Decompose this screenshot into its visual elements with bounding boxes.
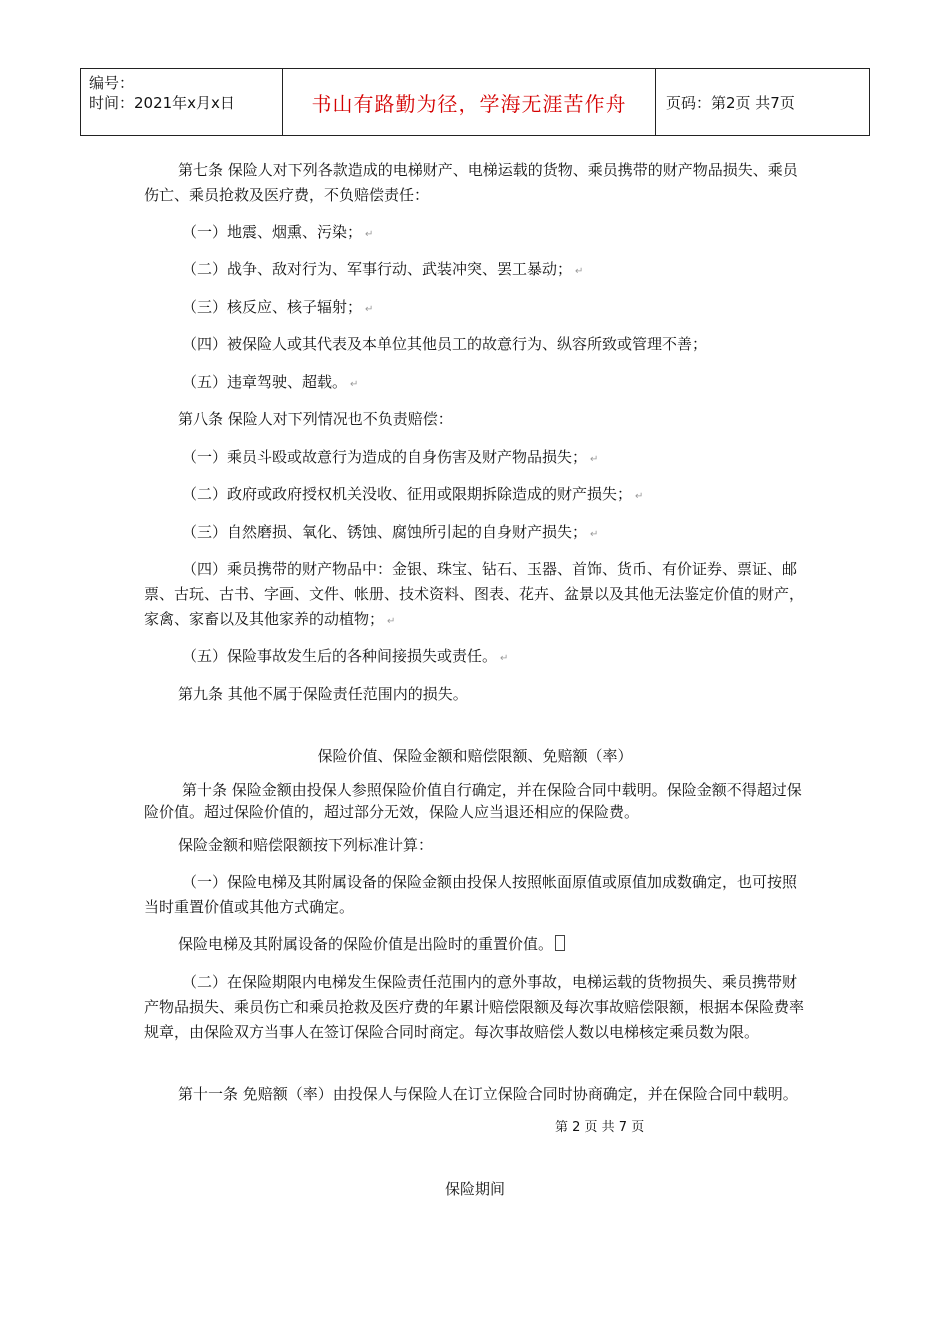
time-label: 时间：2021年x月x日 xyxy=(89,94,235,112)
article-8-item-1: （一）乘员斗殴或故意行为造成的自身伤害及财产物品损失； ↵ xyxy=(182,448,599,466)
period-title: 保险期间 xyxy=(444,1180,505,1198)
article-8-item-3: （三）自然磨损、氧化、锈蚀、腐蚀所引起的自身财产损失； ↵ xyxy=(182,523,599,541)
article-10-item-1: （一）保险电梯及其附属设备的保险金额由投保人按照帐面原值或原值加成数确定，也可按照当时重置价值或其他方式确定。 xyxy=(144,873,798,916)
article-9: 第九条 其他不属于保险责任范围内的损失。 xyxy=(178,685,468,703)
article-8: 第八条 保险人对下列情况也不负责赔偿： xyxy=(178,410,453,428)
article-7-item-4: （四）被保险人或其代表及本单位其他员工的故意行为、纵容所致或管理不善； xyxy=(182,335,708,353)
article-11: 第十一条 免赔额（率）由投保人与保险人在订立保险合同时协商确定，并在保险合同中载明。 xyxy=(178,1085,798,1103)
header-table xyxy=(80,68,870,136)
placeholder-box-icon xyxy=(555,935,565,951)
article-7: 第七条 保险人对下列各款造成的电梯财产、电梯运载的货物、乘员携带的财产物品损失、乘员伤亡、乘员抢救及医疗费，不负赔偿责任： xyxy=(144,161,798,204)
article-7-item-1: （一）地震、烟熏、污染； ↵ xyxy=(182,223,374,241)
page-label: 页码：第2页 共7页 xyxy=(666,93,795,112)
serial-label: 编号： xyxy=(89,74,135,92)
article-8-item-4: （四）乘员携带的财产物品中：金银、珠宝、钻石、玉器、首饰、货币、有价证券、票证、邮票、古玩、古书、字画、文件、帐册、技术资料、图表、花卉、盆景以及其他无法鉴定价值的财产，家禽、家畜以及其他家养的动植物； ↵ xyxy=(144,560,805,628)
motto: 书山有路勤为径，学海无涯苦作舟 xyxy=(283,69,656,135)
header-left-cell xyxy=(81,69,283,135)
page-footer: 第 2 页 共 7 页 xyxy=(555,1120,645,1135)
article-10: 第十条 保险金额由投保人参照保险价值自行确定，并在保险合同中载明。保险金额不得超过保险价值。超过保险价值的，超过部分无效，保险人应当退还相应的保险费。 xyxy=(144,781,802,821)
article-7-item-5: （五）违章驾驶、超载。 ↵ xyxy=(182,373,359,391)
article-10-item-2: （二）在保险期限内电梯发生保险责任范围内的意外事故，电梯运载的货物损失、乘员携带财产物品损失、乘员伤亡和乘员抢救及医疗费的年累计赔偿限额及每次事故赔偿限额，根据本保险费率规章，由保险双方当事人在签订保险合同时商定。每次事故赔偿人数以电梯核定乘员数为限。 xyxy=(144,973,805,1041)
article-8-item-5: （五）保险事故发生后的各种间接损失或责任。 ↵ xyxy=(182,647,509,665)
article-7-item-2: （二）战争、敌对行为、军事行动、武装冲突、罢工暴动； ↵ xyxy=(182,260,584,278)
article-8-item-2: （二）政府或政府授权机关没收、征用或限期拆除造成的财产损失； ↵ xyxy=(182,485,644,503)
article-7-item-3: （三）核反应、核子辐射； ↵ xyxy=(182,298,374,316)
article-10-item-1b: 保险电梯及其附属设备的保险价值是出险时的重置价值。 xyxy=(144,932,809,957)
article-10-calc: 保险金额和赔偿限额按下列标准计算： xyxy=(178,836,434,854)
section-title: 保险价值、保险金额和赔偿限额、免赔额（率） xyxy=(317,747,633,765)
